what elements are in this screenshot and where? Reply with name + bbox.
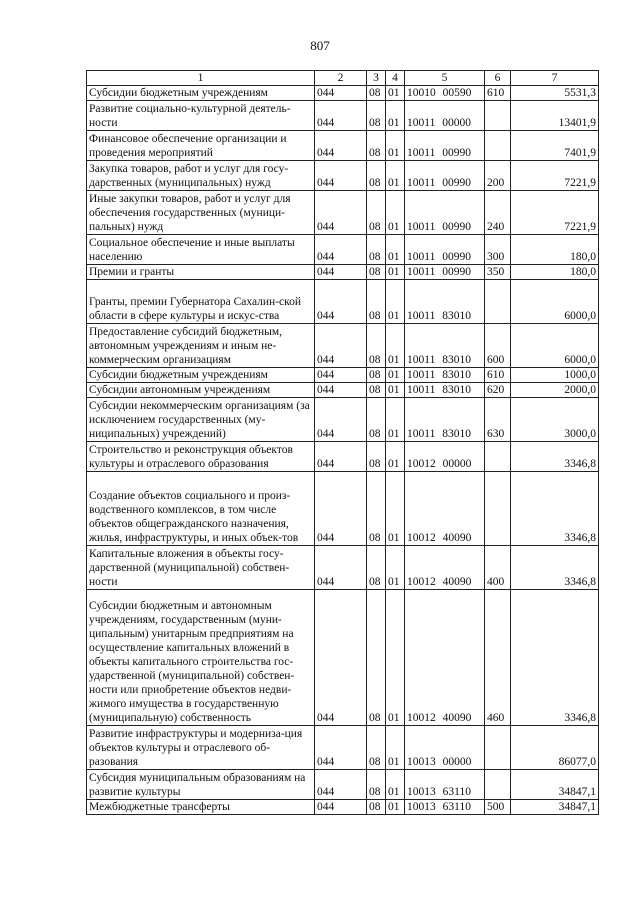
cell-section: 08 [367, 546, 386, 590]
cell-name: Капитальные вложения в объекты госу-дарственной (муниципальной) собствен-ности [87, 546, 315, 590]
table-row [87, 368, 599, 383]
cell-amount: 3346,8 [511, 442, 599, 472]
cell-csr: 10012 00000 [405, 442, 485, 472]
cell-section: 08 [367, 131, 386, 161]
cell-amount: 86077,0 [511, 726, 599, 770]
cell-section: 08 [367, 442, 386, 472]
cell-section: 08 [367, 280, 386, 324]
cell-csr: 10011 00990 [405, 161, 485, 191]
cell-admin: 044 [315, 280, 367, 324]
header-cell-amount: 7 [511, 71, 599, 86]
cell-csr: 10010 00590 [405, 86, 485, 101]
table-row [87, 280, 599, 324]
cell-vr: 620 [485, 383, 511, 398]
cell-name: Субсидии бюджетным учреждениям [87, 86, 315, 101]
cell-csr: 10011 00990 [405, 131, 485, 161]
cell-section: 08 [367, 590, 386, 726]
header-cell-admin: 2 [315, 71, 367, 86]
cell-name: Предоставление субсидий бюджетным, автономным учреждениям и иным не-коммерческим организациям [87, 324, 315, 368]
header-cell-section: 3 [367, 71, 386, 86]
cell-subsection: 01 [386, 265, 405, 280]
cell-admin: 044 [315, 368, 367, 383]
cell-vr: 460 [485, 590, 511, 726]
cell-csr: 10011 00990 [405, 235, 485, 265]
cell-amount: 34847,1 [511, 800, 599, 815]
table-row [87, 442, 599, 472]
cell-vr: 240 [485, 191, 511, 235]
cell-csr: 10011 83010 [405, 368, 485, 383]
cell-amount: 6000,0 [511, 324, 599, 368]
cell-name: Субсидии бюджетным и автономным учреждениям, государственным (муни-ципальным) унитарным предприятиям на осуществление капитальных вложений в объекты капитального строительства гос-ударственной (муниципальной) собствен-ности или приобретение объектов недви-жимого имущества в государственную (муниципальную) собственность [87, 590, 315, 726]
cell-amount: 7401,9 [511, 131, 599, 161]
cell-name: Закупка товаров, работ и услуг для госу-дарственных (муниципальных) нужд [87, 161, 315, 191]
cell-subsection: 01 [386, 398, 405, 442]
table-row [87, 131, 599, 161]
table-row [87, 546, 599, 590]
cell-amount: 7221,9 [511, 191, 599, 235]
cell-csr: 10011 83010 [405, 324, 485, 368]
cell-section: 08 [367, 235, 386, 265]
cell-section: 08 [367, 324, 386, 368]
cell-amount: 3346,8 [511, 590, 599, 726]
cell-csr: 10011 00990 [405, 191, 485, 235]
cell-amount: 3346,8 [511, 472, 599, 546]
cell-section: 08 [367, 161, 386, 191]
cell-subsection: 01 [386, 472, 405, 546]
cell-name: Иные закупки товаров, работ и услуг для обеспечения государственных (муници-пальных) нужд [87, 191, 315, 235]
cell-csr: 10012 40090 [405, 590, 485, 726]
cell-subsection: 01 [386, 383, 405, 398]
cell-admin: 044 [315, 101, 367, 131]
cell-section: 08 [367, 86, 386, 101]
cell-admin: 044 [315, 398, 367, 442]
table-row [87, 265, 599, 280]
cell-csr: 10011 00990 [405, 265, 485, 280]
cell-admin: 044 [315, 324, 367, 368]
cell-subsection: 01 [386, 191, 405, 235]
header-cell-csr: 5 [405, 71, 485, 86]
cell-subsection: 01 [386, 590, 405, 726]
table-row [87, 235, 599, 265]
cell-section: 08 [367, 368, 386, 383]
cell-csr: 10013 63110 [405, 800, 485, 815]
cell-subsection: 01 [386, 324, 405, 368]
cell-amount: 3346,8 [511, 546, 599, 590]
cell-amount: 3000,0 [511, 398, 599, 442]
cell-admin: 044 [315, 86, 367, 101]
table-row [87, 800, 599, 815]
cell-amount: 6000,0 [511, 280, 599, 324]
cell-csr: 10013 00000 [405, 726, 485, 770]
cell-csr: 10011 83010 [405, 280, 485, 324]
header-cell-vr: 6 [485, 71, 511, 86]
cell-admin: 044 [315, 131, 367, 161]
cell-vr [485, 770, 511, 800]
cell-subsection: 01 [386, 770, 405, 800]
cell-amount: 7221,9 [511, 161, 599, 191]
cell-section: 08 [367, 398, 386, 442]
cell-subsection: 01 [386, 235, 405, 265]
page-number: 807 [310, 38, 330, 53]
cell-subsection: 01 [386, 86, 405, 101]
cell-amount: 2000,0 [511, 383, 599, 398]
cell-subsection: 01 [386, 726, 405, 770]
cell-vr [485, 280, 511, 324]
cell-admin: 044 [315, 265, 367, 280]
cell-amount: 180,0 [511, 265, 599, 280]
cell-name: Строительство и реконструкция объектов культуры и отраслевого образования [87, 442, 315, 472]
cell-section: 08 [367, 191, 386, 235]
table-row [87, 770, 599, 800]
cell-vr: 300 [485, 235, 511, 265]
cell-admin: 044 [315, 235, 367, 265]
table-row [87, 191, 599, 235]
budget-table [86, 70, 599, 815]
cell-admin: 044 [315, 770, 367, 800]
cell-section: 08 [367, 726, 386, 770]
cell-subsection: 01 [386, 131, 405, 161]
header-cell-subsection: 4 [386, 71, 405, 86]
cell-csr: 10012 40090 [405, 546, 485, 590]
cell-csr: 10011 83010 [405, 398, 485, 442]
cell-csr: 10012 40090 [405, 472, 485, 546]
cell-vr: 400 [485, 546, 511, 590]
cell-amount: 13401,9 [511, 101, 599, 131]
cell-admin: 044 [315, 161, 367, 191]
cell-vr: 600 [485, 324, 511, 368]
cell-vr: 610 [485, 86, 511, 101]
cell-subsection: 01 [386, 442, 405, 472]
cell-vr: 610 [485, 368, 511, 383]
table-row [87, 590, 599, 726]
cell-vr: 500 [485, 800, 511, 815]
cell-vr [485, 442, 511, 472]
table-row [87, 383, 599, 398]
cell-vr: 630 [485, 398, 511, 442]
cell-admin: 044 [315, 472, 367, 546]
cell-admin: 044 [315, 546, 367, 590]
table-row [87, 101, 599, 131]
cell-amount: 1000,0 [511, 368, 599, 383]
header-row [87, 71, 599, 86]
cell-csr: 10013 63110 [405, 770, 485, 800]
cell-subsection: 01 [386, 161, 405, 191]
cell-csr: 10011 83010 [405, 383, 485, 398]
cell-admin: 044 [315, 800, 367, 815]
cell-amount: 5531,3 [511, 86, 599, 101]
table-row [87, 398, 599, 442]
cell-section: 08 [367, 383, 386, 398]
table-row [87, 86, 599, 101]
cell-vr [485, 726, 511, 770]
cell-name: Развитие социально-культурной деятель-ности [87, 101, 315, 131]
cell-subsection: 01 [386, 368, 405, 383]
cell-name: Субсидии автономным учреждениям [87, 383, 315, 398]
cell-name: Межбюджетные трансферты [87, 800, 315, 815]
cell-admin: 044 [315, 590, 367, 726]
table-row [87, 472, 599, 546]
table-row [87, 324, 599, 368]
cell-name: Создание объектов социального и произ-водственного комплексов, в том числе объектов общегражданского назначения, жилья, инфраструктуры, и иных объек-тов [87, 472, 315, 546]
cell-name: Гранты, премии Губернатора Сахалин-ской области в сфере культуры и искус-ства [87, 280, 315, 324]
cell-section: 08 [367, 101, 386, 131]
cell-amount: 34847,1 [511, 770, 599, 800]
cell-name: Финансовое обеспечение организации и проведения мероприятий [87, 131, 315, 161]
cell-name: Премии и гранты [87, 265, 315, 280]
cell-section: 08 [367, 770, 386, 800]
cell-name: Субсидия муниципальным образованиям на развитие культуры [87, 770, 315, 800]
cell-vr: 350 [485, 265, 511, 280]
cell-vr: 200 [485, 161, 511, 191]
cell-section: 08 [367, 472, 386, 546]
cell-name: Социальное обеспечение и иные выплаты населению [87, 235, 315, 265]
cell-csr: 10011 00000 [405, 101, 485, 131]
cell-admin: 044 [315, 726, 367, 770]
cell-vr [485, 101, 511, 131]
cell-name: Субсидии некоммерческим организациям (за исключением государственных (му-ниципальных) учреждений) [87, 398, 315, 442]
cell-subsection: 01 [386, 546, 405, 590]
cell-name: Субсидии бюджетным учреждениям [87, 368, 315, 383]
cell-vr [485, 472, 511, 546]
cell-admin: 044 [315, 191, 367, 235]
cell-subsection: 01 [386, 800, 405, 815]
cell-section: 08 [367, 265, 386, 280]
cell-subsection: 01 [386, 280, 405, 324]
cell-admin: 044 [315, 442, 367, 472]
table-row [87, 726, 599, 770]
cell-admin: 044 [315, 383, 367, 398]
cell-subsection: 01 [386, 101, 405, 131]
cell-section: 08 [367, 800, 386, 815]
header-cell-name: 1 [87, 71, 315, 86]
cell-vr [485, 131, 511, 161]
cell-amount: 180,0 [511, 235, 599, 265]
cell-name: Развитие инфраструктуры и модерниза-ция объектов культуры и отраслевого об-разования [87, 726, 315, 770]
table-row [87, 161, 599, 191]
